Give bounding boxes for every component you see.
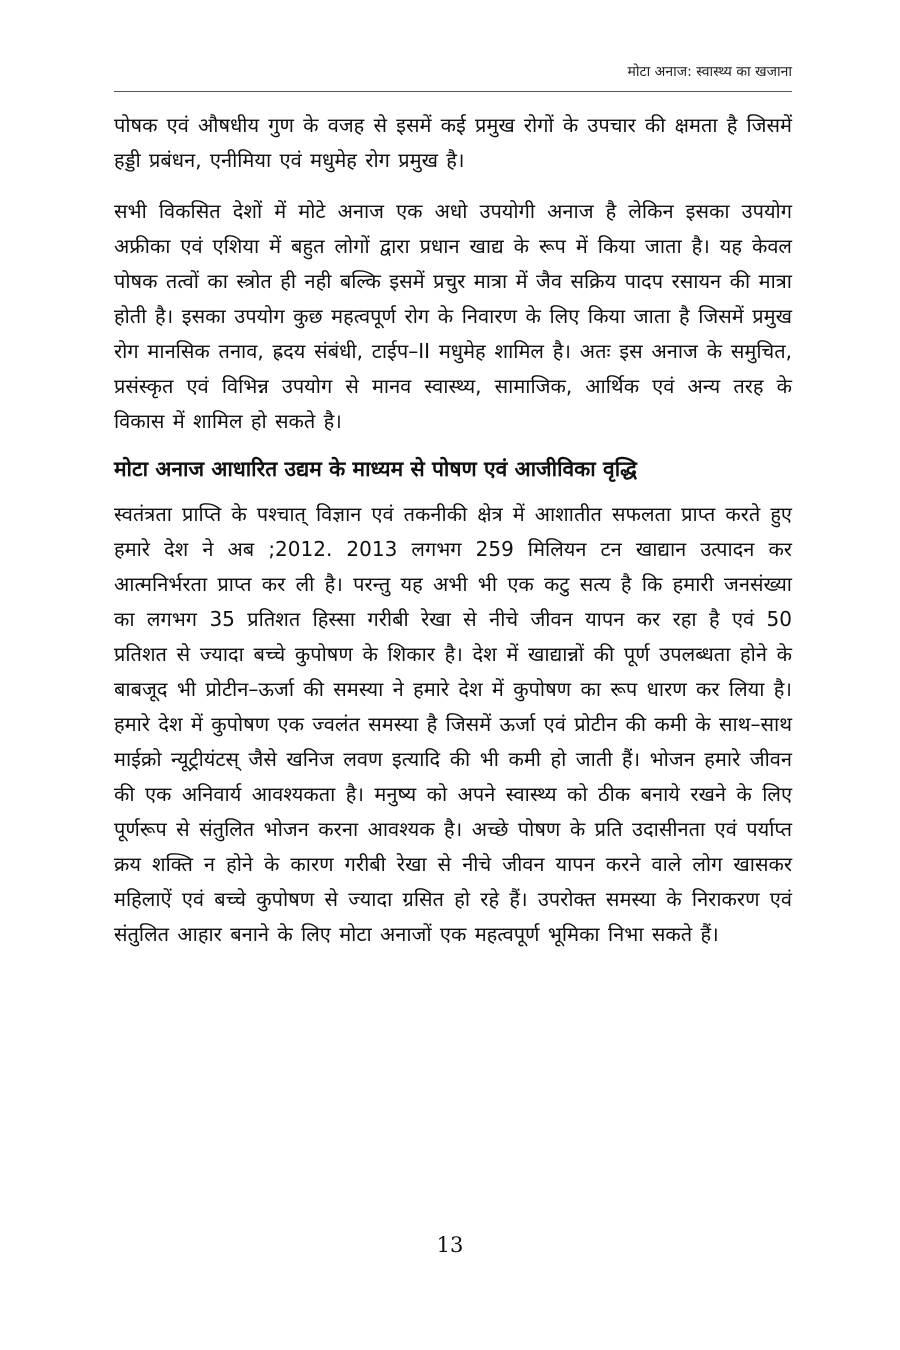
header-divider: [114, 91, 792, 92]
paragraph-millet-usage: सभी विकसित देशों में मोटे अनाज एक अधो उपयोगी अनाज है लेकिन इसका उपयोग अफ्रीका एवं एशिया में बहुत लोगों द्वारा प्रधान खाद्य के रूप में किया जाता है। यह केवल पोषक तत्वों का स्त्रोत ही नही बल्कि इसमें प्रचुर मात्रा में जैव सक्रिय पादप रसायन की मात्रा होती है। इसका उपयोग कुछ महत्वपूर्ण रोग के निवारण के लिए किया जाता है जिसमें प्रमुख रोग मानसिक तनाव, ह्रदय संबंधी, टाईप–II मधुमेह शामिल है। अतः इस अनाज के समुचित, प्रसंस्कृत एवं विभिन्न उपयोग से मानव स्वास्थ्य, सामाजिक, आर्थिक एवं अन्य तरह के विकास में शामिल हो सकते है।: [114, 199, 792, 433]
running-header-title: मोटा अनाज: स्वास्थ्य का खजाना: [627, 64, 792, 80]
paragraph-medicinal-properties: पोषक एवं औषधीय गुण के वजह से इसमें कई प्रमुख रोगों के उपचार की क्षमता है जिसमें हड्डी प्रबंधन, एनीमिया एवं मधुमेह रोग प्रमुख है।: [114, 113, 792, 172]
page-body: [114, 108, 792, 964]
section-heading: मोटा अनाज आधारित उद्यम के माध्यम से पोषण एवं आजीविका वृद्धि: [114, 457, 637, 481]
paragraph-nutrition-livelihood: स्वतंत्रता प्राप्ति के पश्चात् विज्ञान एवं तकनीकी क्षेत्र में आशातीत सफलता प्राप्त करते हुए हमारे देश ने अब ;2012. 2013 लगभग 259 मिलियन टन खाद्यान उत्पादन कर आत्मनिर्भरता प्राप्त कर ली है। परन्तु यह अभी भी एक कटु सत्य है कि हमारी जनसंख्या का लगभग 35 प्रतिशत हिस्सा गरीबी रेखा से नीचे जीवन यापन कर रहा है एवं 50 प्रतिशत से ज्यादा बच्चे कुपोषण के शिकार है। देश में खाद्यान्नों की पूर्ण उपलब्धता होने के बाबजूद भी प्रोटीन–ऊर्जा की समस्या ने हमारे देश में कुपोषण का रूप धारण कर लिया है। हमारे देश में कुपोषण एक ज्वलंत समस्या है जिसमें ऊर्जा एवं प्रोटीन की कमी के साथ–साथ माईक्रो न्यूट्रीयंटस् जैसे खनिज लवण इत्यादि की भी कमी हो जाती हैं। भोजन हमारे जीवन की एक अनिवार्य आवश्यकता है। मनुष्य को अपने स्वास्थ्य को ठीक बनाये रखने के लिए पूर्णरूप से संतुलित भोजन करना आवश्यक है। अच्छे पोषण के प्रति उदासीनता एवं पर्याप्त क्रय शक्ति न होने के कारण गरीबी रेखा से नीचे जीवन यापन करने वाले लोग खासकर महिलाऐं एवं बच्चे कुपोषण से ज्यादा ग्रसित हो रहे हैं। उपरोक्त समस्या के निराकरण एवं संतुलित आहार बनाने के लिए मोटा अनाजों एक महत्वपूर्ण भूमिका निभा सकते हैं।: [114, 502, 792, 946]
page-number: 13: [436, 1233, 464, 1257]
